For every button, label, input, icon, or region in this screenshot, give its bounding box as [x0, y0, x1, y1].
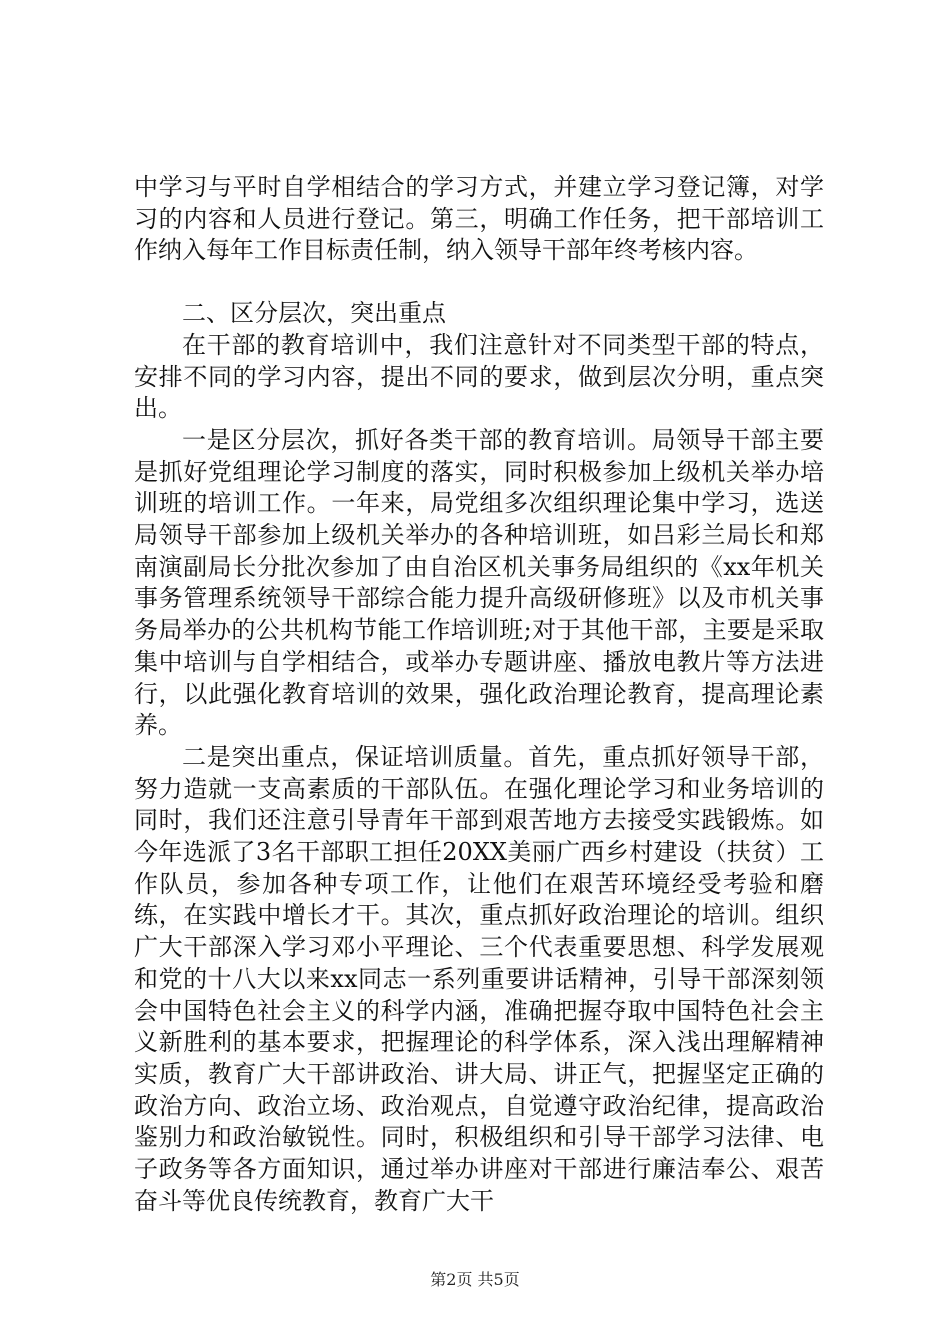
paragraph-continued: 中学习与平时自学相结合的学习方式，并建立学习登记簿，对学习的内容和人员进行登记。第三，明确工作任务，把干部培训工作纳入每年工作目标责任制，纳入领导干部年终考核内容。	[134, 173, 824, 265]
section-heading: 二、区分层次，突出重点	[182, 299, 446, 328]
page-number-footer: 第2页 共5页	[430, 1270, 520, 1289]
document-body	[134, 172, 824, 1218]
paragraph-point-one: 一是区分层次，抓好各类干部的教育培训。局领导干部主要是抓好党组理论学习制度的落实，同时积极参加上级机关举办培训班的培训工作。一年来，局党组多次组织理论集中学习，选送局领导干部参加上级机关举办的各种培训班，如吕彩兰局长和郑南演副局长分批次参加了由自治区机关事务局组织的《xx年机关事务管理系统领导干部综合能力提升高级研修班》以及市机关事务局举办的公共机构节能工作培训班;对于其他干部，主要是采取集中培训与自学相结合，或举办专题讲座、播放电教片等方法进行，以此强化教育培训的效果，强化政治理论教育，提高理论素养。	[134, 425, 824, 740]
paragraph-intro: 在干部的教育培训中，我们注意针对不同类型干部的特点，安排不同的学习内容，提出不同的要求，做到层次分明，重点突出。	[134, 330, 824, 423]
paragraph-point-two: 二是突出重点，保证培训质量。首先，重点抓好领导干部，努力造就一支高素质的干部队伍。在强化理论学习和业务培训的同时，我们还注意引导青年干部到艰苦地方去接受实践锻炼。如今年选派了3名干部职工担任20XX美丽广西乡村建设（扶贫）工作队员，参加各种专项工作，让他们在艰苦环境经受考验和磨练，在实践中增长才干。其次，重点抓好政治理论的培训。组织广大干部深入学习邓小平理论、三个代表重要思想、科学发展观和党的十八大以来xx同志一系列重要讲话精神，引导干部深刻领会中国特色社会主义的科学内涵，准确把握夺取中国特色社会主义新胜利的基本要求，把握理论的科学体系，深入浅出理解精神实质，教育广大干部讲政治、讲大局、讲正气，把握坚定正确的政治方向、政治立场、政治观点，自觉遵守政治纪律，提高政治鉴别力和政治敏锐性。同时，积极组织和引导干部学习法律、电子政务等各方面知识，通过举办讲座对干部进行廉洁奉公、艰苦奋斗等优良传统教育，教育广大干	[134, 742, 824, 1215]
